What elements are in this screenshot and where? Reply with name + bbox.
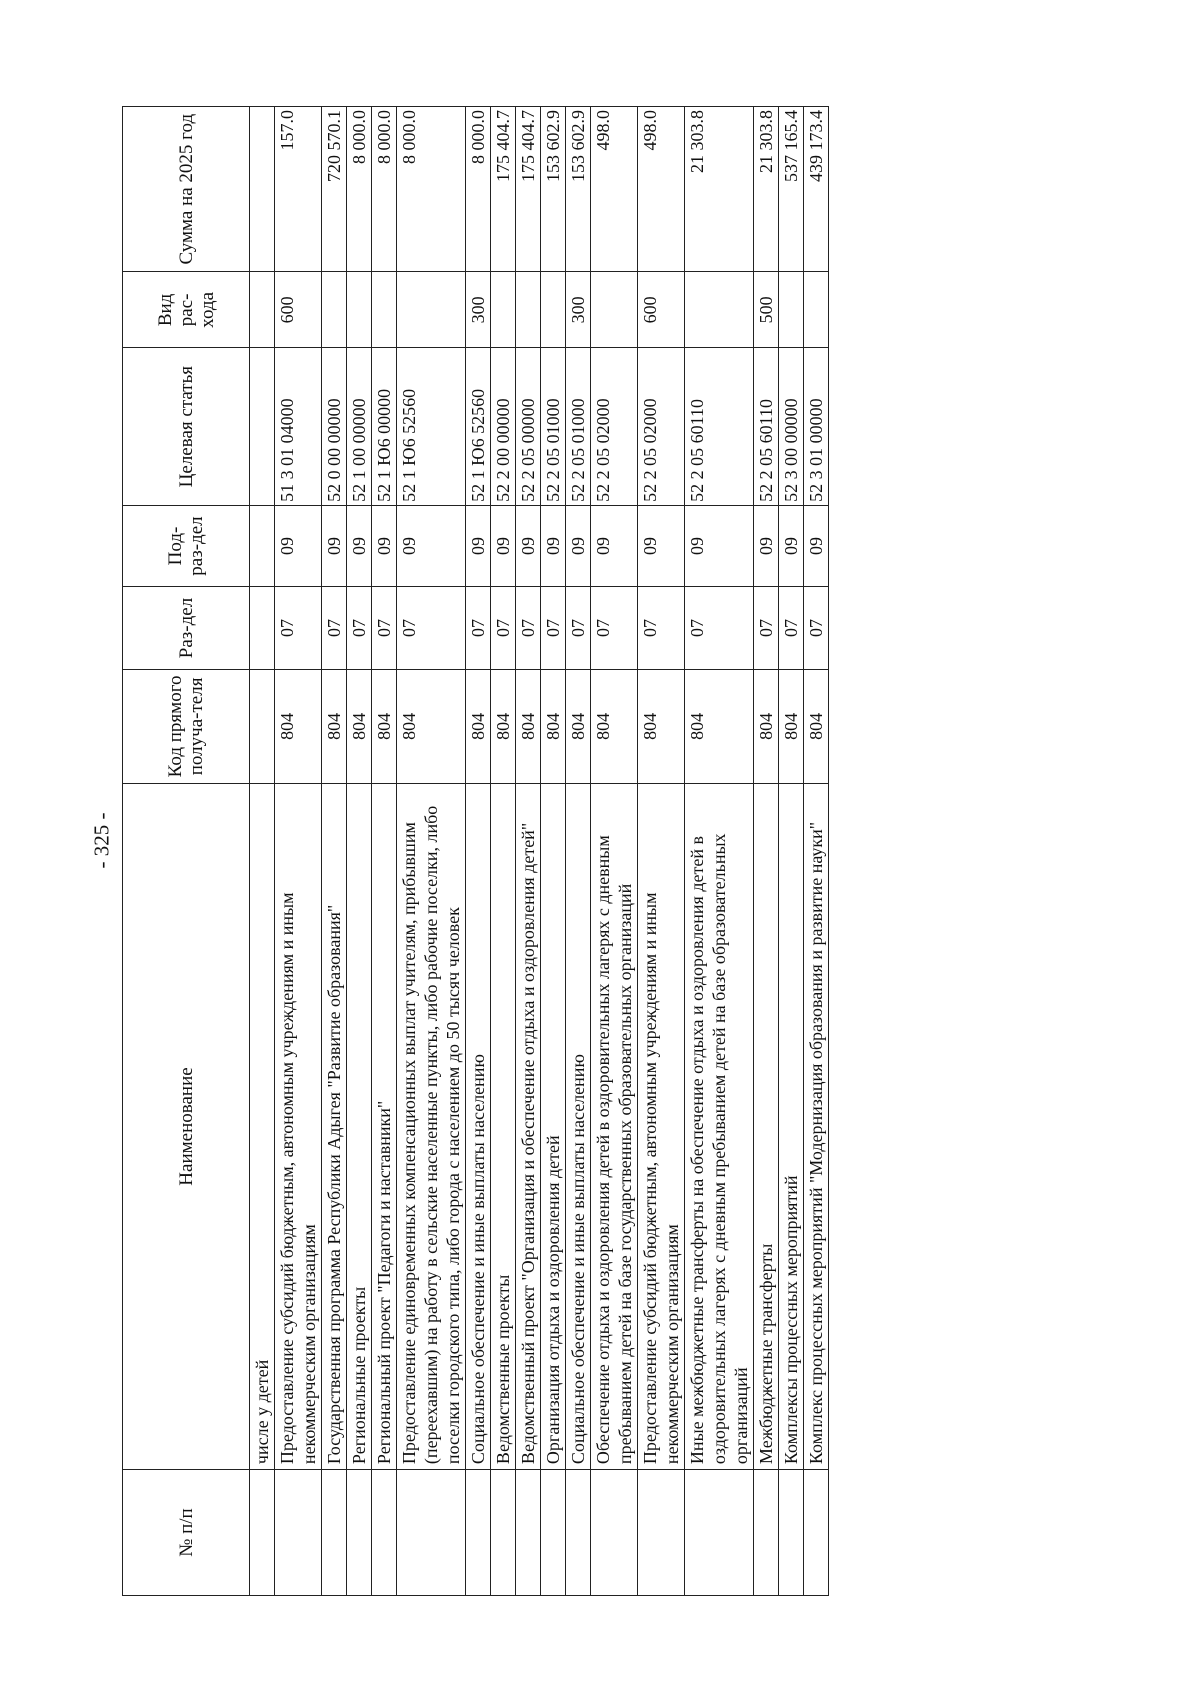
table-row <box>685 107 754 1596</box>
cell-tselevaya: 52 1 Ю6 52560 <box>397 348 466 505</box>
cell-name: Региональные проекты <box>347 783 372 1469</box>
cell-name: Региональный проект "Педагоги и наставники" <box>372 783 397 1469</box>
cell-name: Обеспечение отдыха и оздоровления детей в оздоровительных лагерях с дневным пребыванием детей на базе государственных образовательных организаций <box>591 783 638 1469</box>
table-row <box>804 107 829 1596</box>
cell-vid: 600 <box>275 272 322 348</box>
cell-razdel: 07 <box>541 587 566 670</box>
cell-podrazdel: 09 <box>754 505 779 586</box>
cell-kod: 804 <box>638 669 685 783</box>
cell-tselevaya: 52 2 05 01000 <box>541 348 566 505</box>
header-kod: Код прямого получа-теля <box>123 669 250 783</box>
cell-vid: 300 <box>466 272 491 348</box>
cell-num <box>322 1470 347 1596</box>
table-row <box>541 107 566 1596</box>
cell-vid <box>491 272 516 348</box>
cell-vid <box>250 272 275 348</box>
cell-razdel: 07 <box>322 587 347 670</box>
cell-tselevaya: 52 2 05 02000 <box>638 348 685 505</box>
cell-num <box>541 1470 566 1596</box>
cell-summa: 498.0 <box>591 107 638 272</box>
table-row <box>466 107 491 1596</box>
cell-num <box>804 1470 829 1596</box>
cell-vid: 600 <box>638 272 685 348</box>
cell-name: Предоставление субсидий бюджетным, автономным учреждениям и иным некоммерческим организациям <box>275 783 322 1469</box>
cell-num <box>685 1470 754 1596</box>
cell-num <box>397 1470 466 1596</box>
cell-summa: 157.0 <box>275 107 322 272</box>
cell-name: Государственная программа Республики Адыгея "Развитие образования" <box>322 783 347 1469</box>
cell-podrazdel: 09 <box>347 505 372 586</box>
cell-summa: 21 303.8 <box>685 107 754 272</box>
cell-summa: 8 000.0 <box>347 107 372 272</box>
cell-kod: 804 <box>541 669 566 783</box>
table-row <box>250 107 275 1596</box>
cell-razdel: 07 <box>685 587 754 670</box>
table-row <box>566 107 591 1596</box>
cell-vid: 500 <box>754 272 779 348</box>
cell-kod: 804 <box>685 669 754 783</box>
cell-summa: 8 000.0 <box>466 107 491 272</box>
cell-name: Иные межбюджетные трансферты на обеспечение отдыха и оздоровления детей в оздоровительных лагерях с дневным пребыванием детей на базе образовательных организаций <box>685 783 754 1469</box>
cell-num <box>250 1470 275 1596</box>
budget-table <box>122 106 829 1596</box>
cell-tselevaya: 52 0 00 00000 <box>322 348 347 505</box>
cell-name: Социальное обеспечение и иные выплаты населению <box>566 783 591 1469</box>
cell-num <box>275 1470 322 1596</box>
cell-kod: 804 <box>322 669 347 783</box>
cell-podrazdel: 09 <box>397 505 466 586</box>
cell-razdel: 07 <box>804 587 829 670</box>
cell-vid <box>516 272 541 348</box>
cell-vid: 300 <box>566 272 591 348</box>
cell-podrazdel <box>250 505 275 586</box>
cell-name: Предоставление субсидий бюджетным, автономным учреждениям и иным некоммерческим организациям <box>638 783 685 1469</box>
cell-tselevaya: 52 1 Ю6 52560 <box>466 348 491 505</box>
cell-tselevaya: 52 2 00 00000 <box>491 348 516 505</box>
cell-kod: 804 <box>372 669 397 783</box>
cell-kod: 804 <box>804 669 829 783</box>
cell-num <box>591 1470 638 1596</box>
cell-kod: 804 <box>754 669 779 783</box>
table-row <box>591 107 638 1596</box>
cell-tselevaya: 52 2 05 60110 <box>754 348 779 505</box>
cell-tselevaya: 52 3 01 00000 <box>804 348 829 505</box>
cell-kod <box>250 669 275 783</box>
header-num: № п/п <box>123 1470 250 1596</box>
cell-vid <box>591 272 638 348</box>
cell-num <box>347 1470 372 1596</box>
cell-razdel: 07 <box>372 587 397 670</box>
cell-kod: 804 <box>591 669 638 783</box>
cell-kod: 804 <box>466 669 491 783</box>
header-name: Наименование <box>123 783 250 1469</box>
cell-podrazdel: 09 <box>541 505 566 586</box>
cell-podrazdel: 09 <box>275 505 322 586</box>
cell-summa: 153 602.9 <box>541 107 566 272</box>
cell-summa: 175 404.7 <box>516 107 541 272</box>
cell-tselevaya: 52 2 05 00000 <box>516 348 541 505</box>
cell-tselevaya: 52 3 00 00000 <box>779 348 804 505</box>
cell-summa: 537 165.4 <box>779 107 804 272</box>
cell-num <box>566 1470 591 1596</box>
header-row <box>123 107 250 1596</box>
cell-vid <box>397 272 466 348</box>
cell-podrazdel: 09 <box>491 505 516 586</box>
cell-razdel: 07 <box>466 587 491 670</box>
cell-summa: 720 570.1 <box>322 107 347 272</box>
cell-tselevaya: 52 2 05 01000 <box>566 348 591 505</box>
cell-tselevaya: 52 1 Ю6 00000 <box>372 348 397 505</box>
cell-podrazdel: 09 <box>322 505 347 586</box>
cell-kod: 804 <box>566 669 591 783</box>
table-row <box>638 107 685 1596</box>
header-vid: Вид рас-хода <box>123 272 250 348</box>
cell-podrazdel: 09 <box>779 505 804 586</box>
table-row <box>347 107 372 1596</box>
cell-razdel <box>250 587 275 670</box>
cell-razdel: 07 <box>516 587 541 670</box>
cell-razdel: 07 <box>591 587 638 670</box>
cell-vid <box>347 272 372 348</box>
cell-vid <box>541 272 566 348</box>
cell-num <box>638 1470 685 1596</box>
cell-name: числе у детей <box>250 783 275 1469</box>
table-row <box>275 107 322 1596</box>
cell-vid <box>685 272 754 348</box>
cell-summa <box>250 107 275 272</box>
cell-podrazdel: 09 <box>804 505 829 586</box>
cell-razdel: 07 <box>638 587 685 670</box>
cell-tselevaya <box>250 348 275 505</box>
cell-kod: 804 <box>397 669 466 783</box>
header-razdel: Раз-дел <box>123 587 250 670</box>
cell-num <box>491 1470 516 1596</box>
cell-name: Ведомственные проекты <box>491 783 516 1469</box>
cell-summa: 498.0 <box>638 107 685 272</box>
cell-vid <box>779 272 804 348</box>
cell-summa: 439 173.4 <box>804 107 829 272</box>
cell-kod: 804 <box>779 669 804 783</box>
cell-tselevaya: 52 2 05 60110 <box>685 348 754 505</box>
cell-kod: 804 <box>275 669 322 783</box>
table-row <box>516 107 541 1596</box>
cell-name: Предоставление единовременных компенсационных выплат учителям, прибывшим (переехавшим) на работу в сельские населенные пункты, либо рабочие поселки, либо поселки городского типа, либо города с населением до 50 тысяч человек <box>397 783 466 1469</box>
cell-vid <box>322 272 347 348</box>
table-row <box>491 107 516 1596</box>
cell-kod: 804 <box>491 669 516 783</box>
cell-razdel: 07 <box>397 587 466 670</box>
page-number: - 325 - <box>89 812 114 869</box>
cell-num <box>372 1470 397 1596</box>
cell-name: Комплекс процессных мероприятий "Модернизация образования и развитие науки" <box>804 783 829 1469</box>
cell-summa: 175 404.7 <box>491 107 516 272</box>
cell-razdel: 07 <box>491 587 516 670</box>
cell-name: Межбюджетные трансферты <box>754 783 779 1469</box>
cell-podrazdel: 09 <box>372 505 397 586</box>
table-row <box>779 107 804 1596</box>
header-podrazdel: Под-раз-дел <box>123 505 250 586</box>
cell-num <box>466 1470 491 1596</box>
cell-kod: 804 <box>516 669 541 783</box>
cell-razdel: 07 <box>275 587 322 670</box>
cell-summa: 21 303.8 <box>754 107 779 272</box>
cell-podrazdel: 09 <box>466 505 491 586</box>
cell-razdel: 07 <box>347 587 372 670</box>
cell-podrazdel: 09 <box>685 505 754 586</box>
rotated-sheet <box>122 106 1065 1596</box>
table-row <box>372 107 397 1596</box>
cell-razdel: 07 <box>566 587 591 670</box>
cell-razdel: 07 <box>779 587 804 670</box>
cell-name: Ведомственный проект "Организация и обеспечение отдыха и оздоровления детей" <box>516 783 541 1469</box>
table-row <box>754 107 779 1596</box>
cell-vid <box>372 272 397 348</box>
cell-summa: 8 000.0 <box>372 107 397 272</box>
cell-name: Социальное обеспечение и иные выплаты населению <box>466 783 491 1469</box>
cell-podrazdel: 09 <box>638 505 685 586</box>
cell-podrazdel: 09 <box>566 505 591 586</box>
cell-tselevaya: 52 2 05 02000 <box>591 348 638 505</box>
cell-num <box>754 1470 779 1596</box>
cell-summa: 153 602.9 <box>566 107 591 272</box>
cell-num <box>779 1470 804 1596</box>
cell-podrazdel: 09 <box>516 505 541 586</box>
cell-name: Комплексы процессных мероприятий <box>779 783 804 1469</box>
table-row <box>397 107 466 1596</box>
table-row <box>322 107 347 1596</box>
table-body <box>250 107 829 1596</box>
cell-podrazdel: 09 <box>591 505 638 586</box>
cell-name: Организация отдыха и оздоровления детей <box>541 783 566 1469</box>
cell-summa: 8 000.0 <box>397 107 466 272</box>
cell-kod: 804 <box>347 669 372 783</box>
cell-vid <box>804 272 829 348</box>
header-tselevaya: Целевая статья <box>123 348 250 505</box>
cell-tselevaya: 52 1 00 00000 <box>347 348 372 505</box>
cell-razdel: 07 <box>754 587 779 670</box>
cell-tselevaya: 51 3 01 04000 <box>275 348 322 505</box>
header-summa: Сумма на 2025 год <box>123 107 250 272</box>
cell-num <box>516 1470 541 1596</box>
